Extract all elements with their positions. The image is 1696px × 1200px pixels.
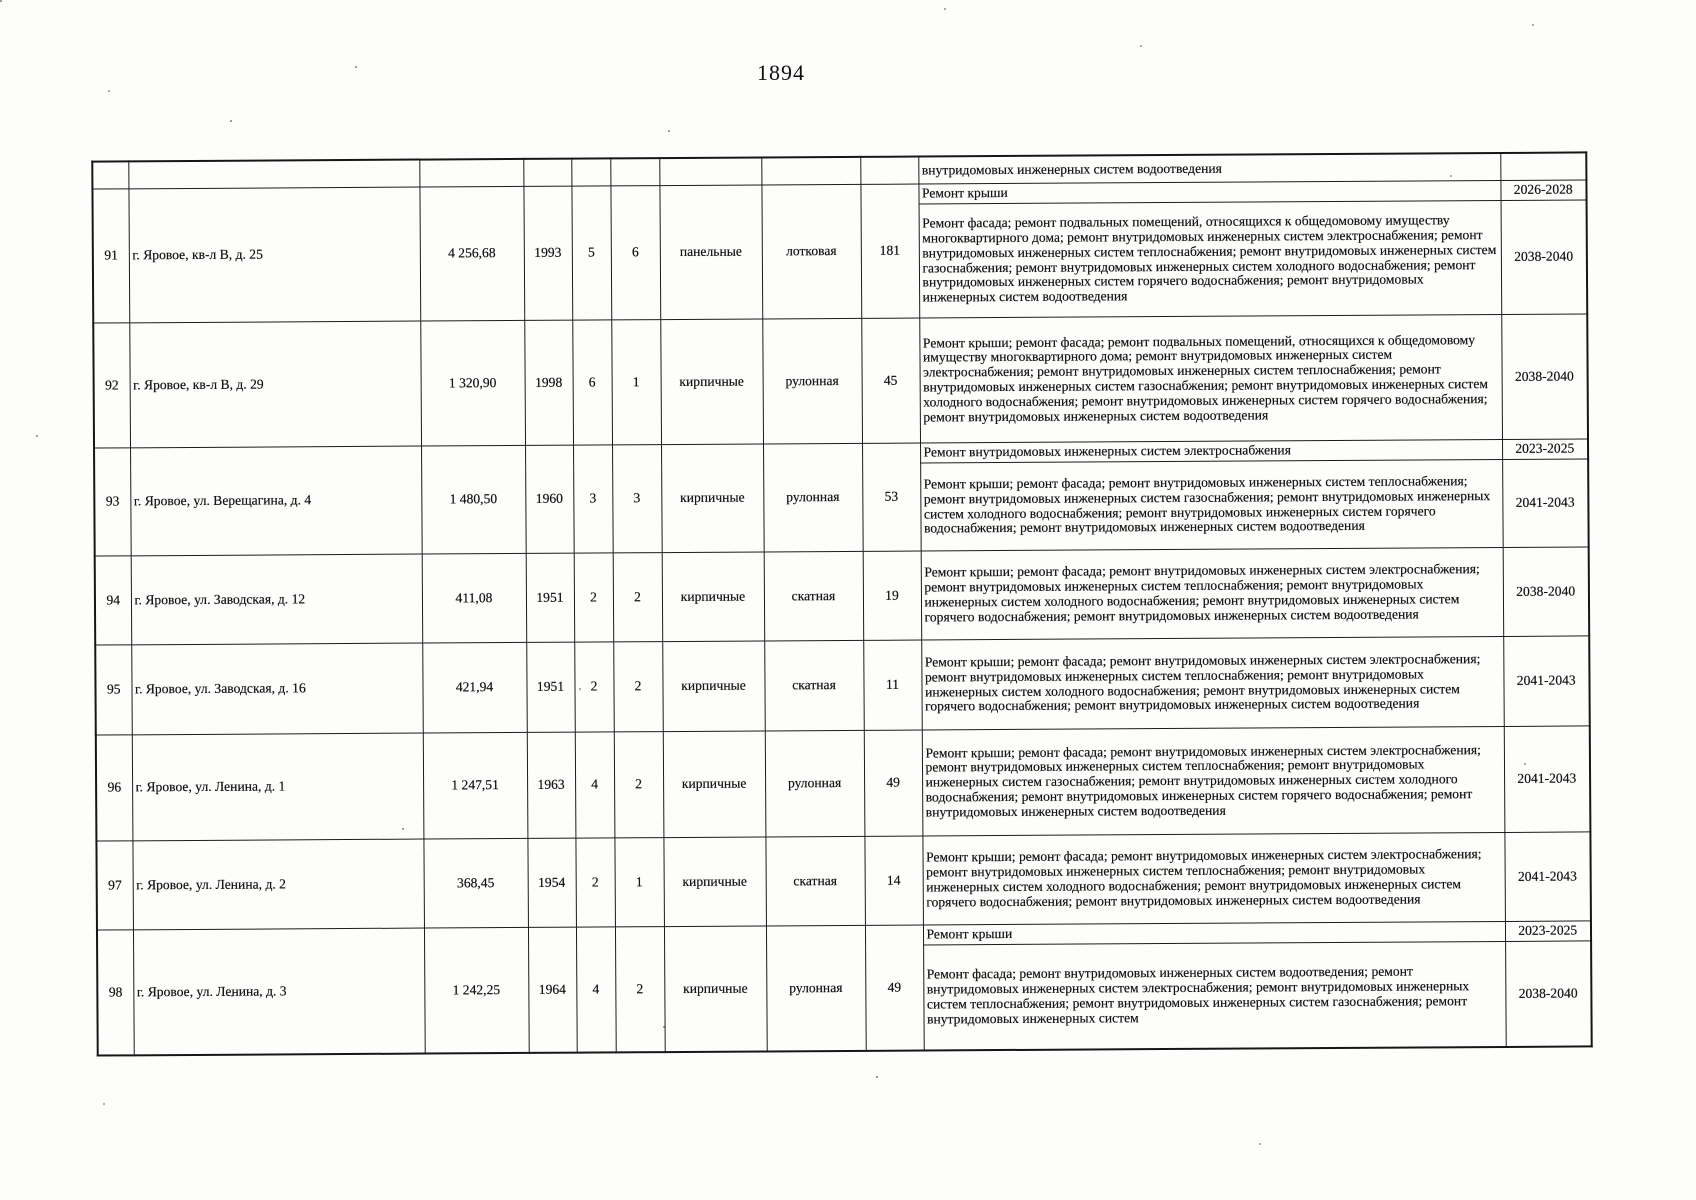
roof-cell: лотковая — [761, 184, 861, 319]
address-cell: г. Яровое, ул. Заводская, д. 12 — [131, 554, 423, 645]
entrances-cell: 2 — [613, 553, 663, 642]
scan-noise — [0, 0, 2, 2]
entrances-cell: 2 — [613, 642, 663, 732]
year-cell: 1954 — [527, 838, 576, 927]
works-cell: Ремонт крыши; ремонт фасада; ремонт внутридомовых инженерных систем теплоснабжения; ремонт внутридомовых инженерных систем газоснабжения; ремонт внутридомовых инженерных систем холодного водоснабжения; ремонт внутридомовых инженерных систем горячего водоснабжения; ремонт внутридомовых инженерных систем водоотведения — [920, 459, 1503, 551]
entrances-cell: 2 — [615, 927, 665, 1053]
row-num-cell: 98 — [97, 930, 134, 1056]
area-cell: 421,94 — [422, 642, 527, 733]
walls-cell: кирпичные — [664, 926, 767, 1052]
area-cell: 411,08 — [422, 553, 527, 643]
year-cell: 1964 — [528, 927, 577, 1053]
table-row — [95, 636, 1590, 735]
works-cell: Ремонт крыши; ремонт фасада; ремонт внутридомовых инженерных систем электроснабжения; ремонт внутридомовых инженерных систем теплоснабжения; ремонт внутридомовых инженерных систем холодного водоснабжения; ремонт внутридомовых инженерных систем горячего водоснабжения; ремонт внутридомовых инженерных систем водоотведения — [922, 832, 1505, 925]
residents-cell: 49 — [865, 925, 924, 1051]
entrances-cell: 1 — [611, 320, 661, 445]
row-num-cell: 93 — [94, 448, 131, 556]
floors-cell: 6 — [572, 320, 612, 445]
walls-cell: кирпичные — [663, 837, 766, 927]
roof-cell: рулонная — [765, 730, 865, 837]
period-cell: 2023-2025 — [1505, 921, 1591, 942]
entrances-cell: 2 — [614, 732, 664, 838]
period-cell: 2038-2040 — [1501, 200, 1588, 315]
works-cell: внутридомовых инженерных систем водоотведения — [918, 153, 1500, 184]
roof-cell: скатная — [764, 551, 864, 641]
empty-cell — [659, 157, 761, 185]
row-num-cell: 96 — [96, 735, 133, 841]
residents-cell: 14 — [864, 836, 923, 925]
empty-cell — [761, 157, 860, 185]
empty-cell — [523, 159, 571, 187]
residents-cell: 181 — [860, 184, 919, 318]
floors-cell: 2 — [574, 553, 614, 642]
works-cell: Ремонт внутридомовых инженерных систем электроснабжения — [920, 439, 1502, 463]
period-cell: 2041-2043 — [1504, 726, 1591, 833]
scanned-table-region — [91, 151, 1590, 1056]
empty-cell — [92, 161, 128, 189]
page-number: 1894 — [757, 60, 805, 85]
walls-cell: кирпичные — [662, 552, 765, 642]
works-cell: Ремонт фасада; ремонт внутридомовых инженерных систем водоотведения; ремонт внутридомовых инженерных систем электроснабжения; ремонт внутридомовых инженерных систем теплоснабжения; ремонт внутридомовых инженерных систем газоснабжения; ремонт внутридомовых инженерных систем — [923, 941, 1506, 1050]
empty-cell — [571, 158, 610, 186]
area-cell: 1 247,51 — [423, 732, 528, 839]
area-cell: 1 320,90 — [420, 320, 525, 446]
empty-cell — [860, 157, 918, 185]
empty-cell — [419, 159, 523, 187]
works-cell: Ремонт крыши — [923, 921, 1505, 945]
floors-cell: 4 — [575, 732, 615, 838]
row-num-cell: 95 — [95, 645, 132, 735]
period-cell: 2023-2025 — [1502, 439, 1588, 460]
area-cell: 368,45 — [423, 838, 528, 928]
address-cell: г. Яровое, ул. Ленина, д. 1 — [132, 733, 424, 841]
walls-cell: кирпичные — [661, 444, 764, 553]
period-cell: 2038-2040 — [1505, 941, 1592, 1047]
address-cell: г. Яровое, ул. Верещагина, д. 4 — [130, 446, 422, 556]
empty-cell — [128, 160, 419, 189]
floors-cell: 2 — [575, 838, 615, 927]
floors-cell: 4 — [576, 927, 616, 1053]
row-num-cell: 94 — [95, 556, 132, 645]
walls-cell: панельные — [659, 185, 762, 320]
year-cell: 1951 — [526, 642, 575, 732]
year-cell: 1993 — [523, 186, 572, 320]
floors-cell: 3 — [573, 445, 613, 553]
address-cell: г. Яровое, кв-л В, д. 25 — [128, 187, 420, 323]
entrances-cell: 3 — [612, 445, 662, 553]
period-cell: 2026-2028 — [1500, 180, 1586, 201]
residents-cell: 19 — [863, 551, 922, 640]
capital-repair-program-table — [91, 151, 1592, 1056]
walls-cell: кирпичные — [662, 641, 765, 732]
roof-cell: рулонная — [766, 925, 866, 1051]
period-cell: 2038-2040 — [1501, 314, 1588, 440]
residents-cell: 53 — [862, 443, 921, 551]
row-num-cell: 97 — [96, 841, 133, 930]
roof-cell: скатная — [765, 836, 865, 926]
period-cell: 2041-2043 — [1504, 832, 1591, 922]
table-row — [96, 726, 1591, 841]
year-cell: 1960 — [525, 445, 574, 553]
area-cell: 1 242,25 — [424, 927, 529, 1053]
works-cell: Ремонт крыши — [918, 180, 1500, 204]
address-cell: г. Яровое, ул. Заводская, д. 16 — [131, 643, 423, 735]
address-cell: г. Яровое, ул. Ленина, д. 3 — [133, 928, 425, 1055]
period-cell: 2041-2043 — [1502, 459, 1589, 548]
residents-cell: 49 — [864, 730, 923, 836]
residents-cell: 45 — [861, 318, 920, 443]
table-row — [95, 547, 1590, 645]
works-cell: Ремонт крыши; ремонт фасада; ремонт внутридомовых инженерных систем электроснабжения; ремонт внутридомовых инженерных систем теплоснабжения; ремонт внутридомовых инженерных систем газоснабжения; ремонт внутридомовых инженерных систем холодного водоснабжения; ремонт внутридомовых инженерных систем горячего водоснабжения; ремонт внутридомовых инженерных систем водоотведения — [922, 726, 1505, 836]
residents-cell: 11 — [863, 640, 922, 730]
entrances-cell: 1 — [614, 838, 664, 927]
empty-cell — [610, 158, 659, 186]
walls-cell: кирпичные — [660, 319, 763, 445]
address-cell: г. Яровое, кв-л В, д. 29 — [129, 321, 421, 448]
year-cell: 1998 — [524, 320, 573, 445]
area-cell: 4 256,68 — [419, 186, 524, 321]
walls-cell: кирпичные — [663, 731, 766, 838]
works-cell: Ремонт фасада; ремонт подвальных помещений, относящихся к общедомовому имуществу многоквартирного дома; ремонт внутридомовых инженерных систем электроснабжения; ремонт внутридомовых инженерных систем теплоснабжения; ремонт внутридомовых инженерных систем газоснабжения; ремонт внутридомовых инженерных систем холодного водоснабжения; ремонт внутридомовых инженерных систем горячего водоснабжения; ремонт внутридомовых инженерных систем водоотведения — [919, 200, 1502, 318]
area-cell: 1 480,50 — [421, 445, 526, 554]
entrances-cell: 6 — [610, 186, 660, 320]
works-cell: Ремонт крыши; ремонт фасада; ремонт внутридомовых инженерных систем электроснабжения; ремонт внутридомовых инженерных систем теплоснабжения; ремонт внутридомовых инженерных систем холодного водоснабжения; ремонт внутридомовых инженерных систем горячего водоснабжения; ремонт внутридомовых инженерных систем водоотведения — [921, 547, 1504, 640]
year-cell: 1963 — [527, 732, 576, 838]
floors-cell: 5 — [571, 186, 611, 320]
roof-cell: скатная — [764, 640, 864, 731]
period-cell: 2041-2043 — [1503, 636, 1590, 727]
roof-cell: рулонная — [763, 443, 863, 552]
row-num-cell: 92 — [93, 323, 130, 448]
works-cell: Ремонт крыши; ремонт фасада; ремонт подвальных помещений, относящихся к общедомовому имуществу многоквартирного дома; ремонт внутридомовых инженерных систем электроснабжения; ремонт внутридомовых инженерных систем теплоснабжения; ремонт внутридомовых инженерных систем газоснабжения; ремонт внутридомовых инженерных систем холодного водоснабжения; ремонт внутридомовых инженерных систем горячего водоснабжения; ремонт внутридомовых инженерных систем водоотведения — [919, 314, 1502, 443]
works-cell: Ремонт крыши; ремонт фасада; ремонт внутридомовых инженерных систем электроснабжения; ремонт внутридомовых инженерных систем теплоснабжения; ремонт внутридомовых инженерных систем холодного водоснабжения; ремонт внутридомовых инженерных систем горячего водоснабжения; ремонт внутридомовых инженерных систем водоотведения — [921, 636, 1504, 730]
period-cell — [1500, 152, 1586, 180]
row-num-cell: 91 — [92, 189, 129, 323]
period-cell: 2038-2040 — [1503, 547, 1590, 637]
floors-cell: 2 — [574, 642, 614, 732]
year-cell: 1951 — [526, 553, 575, 642]
table-row — [93, 314, 1588, 448]
address-cell: г. Яровое, ул. Ленина, д. 2 — [132, 839, 424, 930]
roof-cell: рулонная — [762, 318, 862, 444]
table-row — [96, 832, 1591, 930]
